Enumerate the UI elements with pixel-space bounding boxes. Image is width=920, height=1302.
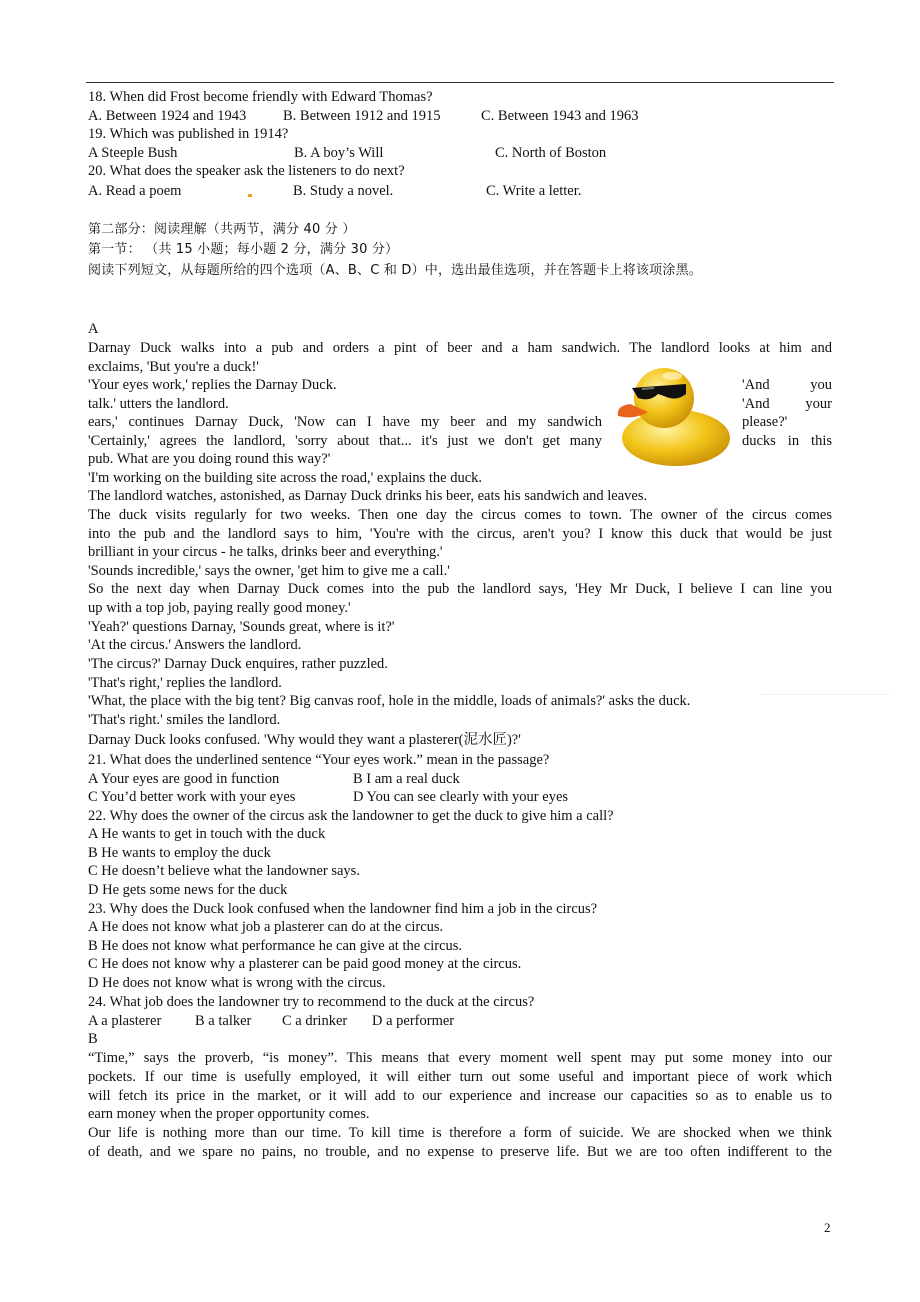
q23-option-b: B He does not know what performance he can give at the circus. (88, 938, 463, 954)
q24-option-c: C a drinker (282, 1013, 348, 1029)
passage-a-line: 'Sounds incredible,' says the owner, 'get him to give me a call.' (88, 563, 450, 579)
underlined-sentence-line: 'Your eyes work,' replies the Darnay Duck. (88, 377, 337, 393)
passage-a-line: into the pub and the landlord says to him, 'You're with the circus, aren't you? I know this duck that would be just (88, 526, 832, 542)
q18-option-b: B. Between 1912 and 1915 (283, 108, 441, 124)
passage-a-line: 'I'm working on the building site across the road,' explains the duck. (88, 470, 483, 486)
passage-b-line: pockets. If our time is usefully employed, it will either turn out some useful and important piece of work which (88, 1069, 832, 1085)
passage-a-line: 'Certainly,' agrees the landlord, 'sorry about that... it's just we don't get many (88, 433, 602, 449)
passage-a-line-right: 'And you (742, 377, 832, 393)
q24-options (88, 1012, 832, 1031)
q24-question: 24. What job does the landowner try to recommend to the duck at the circus? (88, 994, 535, 1010)
q19-question: 19. Which was published in 1914? (88, 126, 289, 142)
q19-option-c: C. North of Boston (495, 145, 607, 161)
divider (760, 694, 890, 696)
passage-a-line: 'The circus?' Darnay Duck enquires, rather puzzled. (88, 656, 388, 672)
q20-option-b: B. Study a novel. (293, 183, 394, 199)
q24-option-b: B a talker (195, 1013, 252, 1029)
stray-mark (248, 194, 252, 197)
q23-question: 23. Why does the Duck look confused when the landowner find him a job in the circus? (88, 901, 598, 917)
q22-option-a: A He wants to get in touch with the duck (88, 826, 326, 842)
passage-a-line: up with a top job, paying really good money.' (88, 600, 351, 616)
passage-a-line: ears,' continues Darnay Duck, 'Now can I have my beer and my sandwich (88, 414, 602, 430)
passage-a-line: Darnay Duck looks confused. 'Why would they want a plasterer(泥水匠)?' (88, 732, 521, 748)
passage-a-line: The landlord watches, astonished, as Darnay Duck drinks his beer, eats his sandwich and leaves. (88, 488, 648, 504)
part2-section1: 第一节： （共 15 小题；每小题 2 分，满分 30 分） (88, 242, 399, 257)
q19-option-a: A Steeple Bush (88, 145, 178, 161)
q21-options-row2 (88, 788, 832, 807)
q22-question: 22. Why does the owner of the circus ask the landowner to get the duck to give him a call? (88, 808, 614, 824)
q20-option-c: C. Write a letter. (486, 183, 582, 199)
q20-option-a: A. Read a poem (88, 183, 182, 199)
q21-question: 21. What does the underlined sentence “Your eyes work.” mean in the passage? (88, 752, 550, 768)
passage-a-line: 'Yeah?' questions Darnay, 'Sounds great, where is it?' (88, 619, 395, 635)
q20-question: 20. What does the speaker ask the listeners to do next? (88, 163, 405, 179)
passage-a-line: 'That's right,' replies the landlord. (88, 675, 282, 691)
passage-a-line: So the next day when Darnay Duck comes into the pub the landlord says, 'Hey Mr Duck, I believe I can line you (88, 581, 832, 597)
passage-a-line: 'That's right.' smiles the landlord. (88, 712, 281, 728)
passage-a-line: Darnay Duck walks into a pub and orders a pint of beer and a ham sandwich. The landlord looks at him and (88, 340, 832, 356)
q21-option-d: D You can see clearly with your eyes (353, 789, 569, 805)
passage-b-line: Our life is nothing more than our time. To kill time is therefore a form of suicide. We are shocked when we think (88, 1125, 832, 1141)
passage-a-line: brilliant in your circus - he talks, drinks beer and everything.' (88, 544, 443, 560)
q20-options (88, 182, 832, 201)
q19-option-b: B. A boy’s Will (294, 145, 384, 161)
passage-b-line: of death, and we spare no pains, no trouble, and no expense to preserve life. But we are too often indifferent to the (88, 1144, 832, 1160)
q19-options (88, 144, 832, 163)
header-rule (86, 82, 834, 83)
page-number: 2 (824, 1220, 831, 1235)
q18-option-c: C. Between 1943 and 1963 (481, 108, 639, 124)
passage-b-label: B (88, 1031, 98, 1047)
q21-options-row1 (88, 770, 832, 789)
q21-option-b: B I am a real duck (353, 771, 460, 787)
q18-options (88, 107, 832, 126)
q22-option-c: C He doesn’t believe what the landowner says. (88, 863, 360, 879)
q21-option-a: A Your eyes are good in function (88, 771, 280, 787)
passage-b-line: earn money when the proper opportunity comes. (88, 1106, 370, 1122)
q22-option-d: D He gets some news for the duck (88, 882, 288, 898)
passage-b-line: will fetch its price in the market, or it will add to our experience and increase our capacities so as to enable us to (88, 1088, 832, 1104)
part2-heading: 第二部分：阅读理解（共两节，满分 40 分 ） (88, 222, 356, 237)
q23-option-a: A He does not know what job a plasterer can do at the circus. (88, 919, 444, 935)
q21-option-c: C You’d better work with your eyes (88, 789, 296, 805)
passage-a-line: The duck visits regularly for two weeks. Then one day the circus comes to town. The owner of the circus comes (88, 507, 832, 523)
q24-option-d: D a performer (372, 1013, 455, 1029)
passage-b-line: “Time,” says the proverb, “is money”. This means that every moment well spent may put some money into our (88, 1050, 832, 1066)
passage-a-line-right: please?' (742, 414, 788, 430)
q23-option-d: D He does not know what is wrong with the circus. (88, 975, 386, 991)
q24-option-a: A a plasterer (88, 1013, 162, 1029)
part2-instructions: 阅读下列短文，从每题所给的四个选项（A、B、C 和 D）中，选出最佳选项，并在答题卡上将该项涂黑。 (88, 263, 702, 278)
passage-a-line: pub. What are you doing round this way?' (88, 451, 331, 467)
q23-option-c: C He does not know why a plasterer can be paid good money at the circus. (88, 956, 522, 972)
passage-a-line-right: ducks in this (742, 433, 832, 449)
q22-option-b: B He wants to employ the duck (88, 845, 271, 861)
passage-a-line: 'What, the place with the big tent? Big canvas roof, hole in the middle, loads of animals?' asks the duck. (88, 693, 691, 709)
passage-a-line: exclaims, 'But you're a duck!' (88, 359, 259, 375)
passage-a-line: 'At the circus.' Answers the landlord. (88, 637, 302, 653)
passage-a-label: A (88, 321, 99, 337)
q18-option-a: A. Between 1924 and 1943 (88, 108, 247, 124)
passage-a-line: talk.' utters the landlord. (88, 396, 229, 412)
q18-question: 18. When did Frost become friendly with Edward Thomas? (88, 89, 433, 105)
passage-a-line-right: 'And your (742, 396, 832, 412)
